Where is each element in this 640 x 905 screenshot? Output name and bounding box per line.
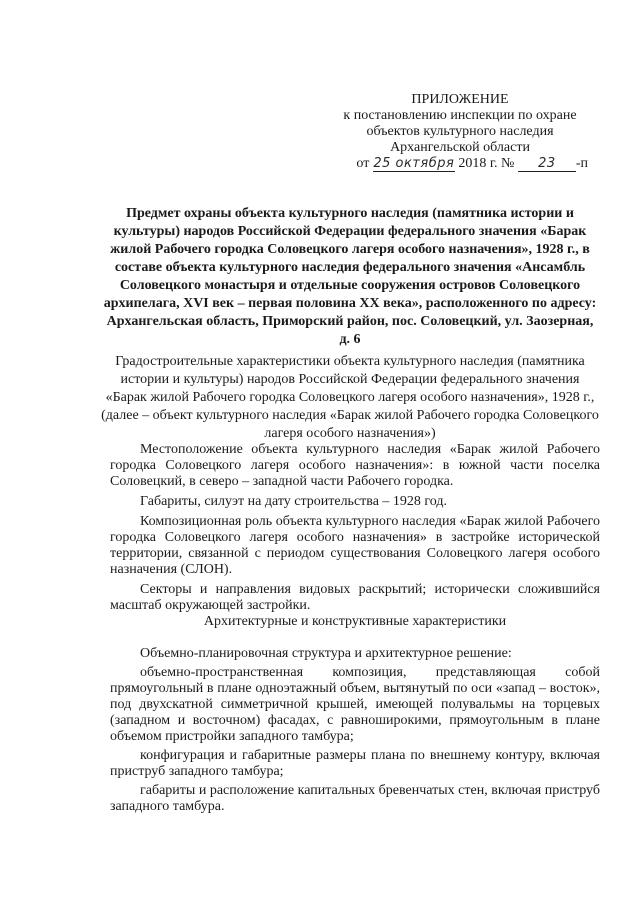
date-field	[373, 157, 455, 172]
paragraph-dimensions: Габариты, силуэт на дату строительства – 1928 год.	[140, 494, 448, 509]
document-subheading: Градостроительные характеристики объекта культурного наследия (памятника истории и культуры) народов Российской Федерации федерального значения «Барак жилой Рабочего городка Соловецкого лагеря особого назначения», 1928 г., (далее – объект культурного наследия «Барак жилой Рабочего городка Соловецкого лагеря особого назначения»)	[101, 354, 599, 441]
number-field	[518, 157, 576, 172]
handwritten-number: 23	[538, 156, 556, 171]
paragraph-spatial-composition: объемно-пространственная композиция, представляющая собой прямоугольный в плане одноэтажный объем, вытянутый по оси «запад – восток», под двухскатной симметричной крышей, имеющей полувальмы на торцевых (западном и восточном) фасадах, с равноширокими, прямоугольным в плане объемом пристройки западного тамбура;	[110, 665, 600, 744]
appendix-line-1: к постановлению инспекции по охране	[343, 108, 577, 123]
date-number-line	[320, 156, 600, 172]
paragraph-planning-structure: Объемно-планировочная структура и архитектурное решение:	[140, 646, 512, 661]
paragraph-plan-configuration: конфигурация и габаритные размеры плана по внешнему контуру, включая приструб западного тамбура;	[110, 748, 600, 779]
year-number-label: 2018 г. №	[458, 156, 515, 171]
handwritten-date: 25 октября	[373, 156, 455, 171]
urban-characteristics-body	[110, 442, 600, 614]
paragraph-location: Местоположение объекта культурного наследия «Барак жилой Рабочего городка Соловецкого лагеря особого назначения»: в южной части поселка Соловецкий, в северо – западной части Рабочего городка.	[110, 442, 600, 489]
paragraph-walls: габариты и расположение капитальных бревенчатых стен, включая приструб западного тамбура.	[110, 783, 600, 814]
architectural-characteristics-body	[110, 646, 600, 815]
appendix-line-3: Архангельской области	[390, 140, 530, 155]
appendix-line-2: объектов культурного наследия	[366, 124, 554, 139]
appendix-block	[320, 92, 600, 172]
date-prefix: от	[356, 156, 370, 171]
number-suffix: -п	[575, 156, 588, 171]
paragraph-view-sectors: Секторы и направления видовых раскрытий; исторически сложившийся масштаб окружающей застройки.	[110, 582, 600, 613]
section-title: Архитектурные и конструктивные характеристики	[203, 614, 507, 629]
appendix-title: ПРИЛОЖЕНИЕ	[411, 92, 509, 107]
paragraph-composition-role: Композиционная роль объекта культурного наследия «Барак жилой Рабочего городка Соловецкого лагеря особого назначения» в застройке исторической территории, связанной с периодом существования Соловецкого лагеря особого назначения (СЛОН).	[110, 514, 600, 577]
document-heading: Предмет охраны объекта культурного наследия (памятника истории и культуры) народов Российской Федерации федерального значения «Барак жилой Рабочего городка Соловецкого лагеря особого назначения», 1928 г., в составе объекта культурного наследия федерального значения «Ансамбль Соловецкого монастыря и отдельные сооружения островов Соловецкого архипелага, XVI век – первая половина XX века», расположенного по адресу: Архангельская область, Приморский район, пос. Соловецкий, ул. Заозерная, д. 6	[103, 206, 597, 347]
